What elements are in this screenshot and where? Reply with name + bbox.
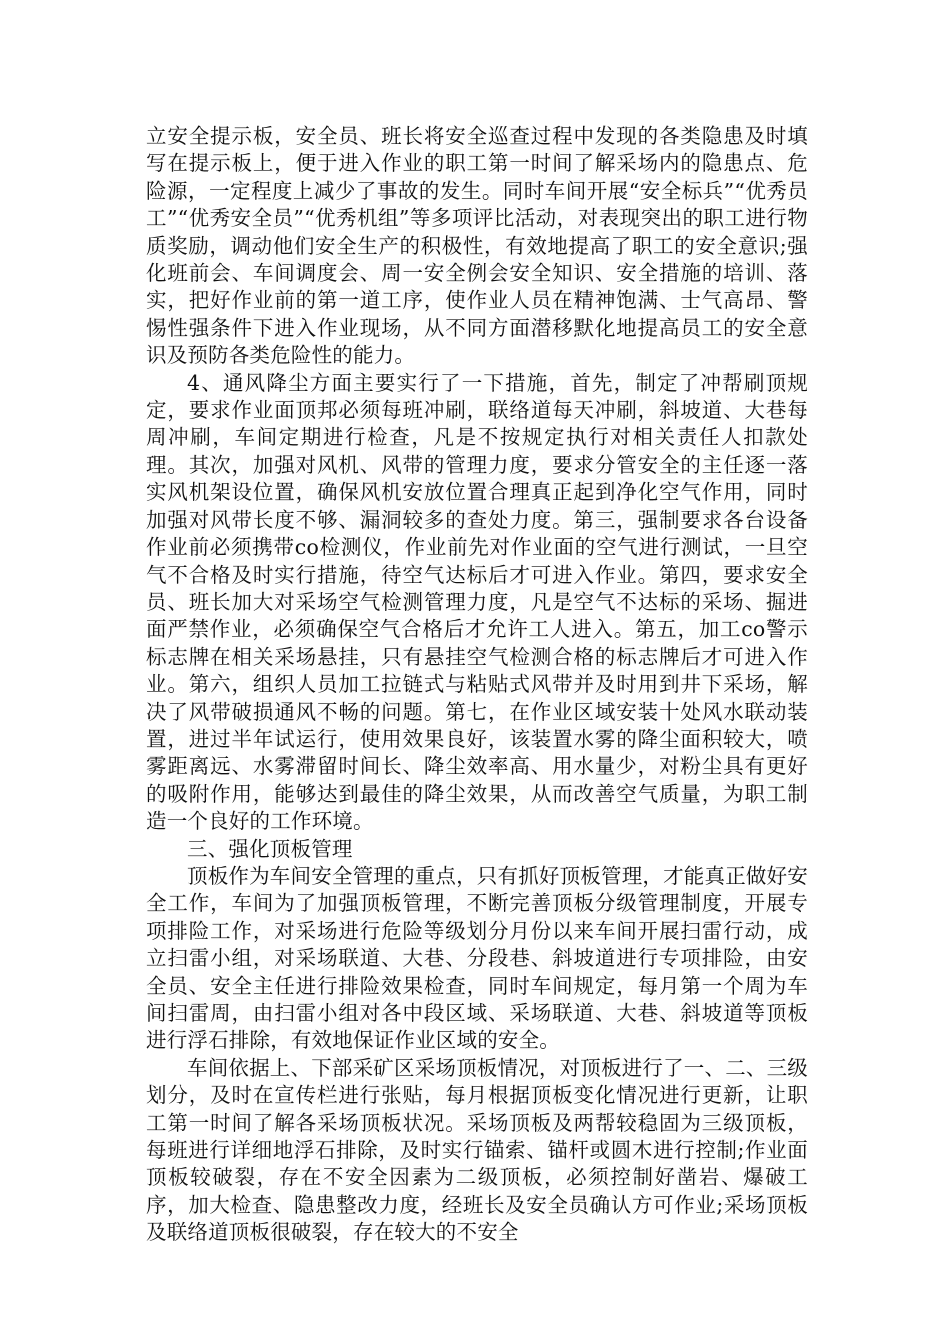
paragraph-roof-management: 顶板作为车间安全管理的重点，只有抓好顶板管理，才能真正做好安全工作，车间为了加强顶板管理，不断完善顶板分级管理制度，开展专项排险工作，对采场进行危险等级划分月份以来车间开展扫雷行动，成立扫雷小组，对采场联道、大巷、分段巷、斜坡道进行专项排险，由安全员、安全主任进行排险效果检查，同时车间规定，每月第一个周为车间扫雷周，由扫雷小组对各中段区域、采场联道、大巷、斜坡道等顶板进行浮石排除，有效地保证作业区域的安全。 — [146, 863, 808, 1053]
paragraph-safety-board: 立安全提示板，安全员、班长将安全巡查过程中发现的各类隐患及时填写在提示板上，便于进入作业的职工第一时间了解采场内的隐患点、危险源，一定程度上减少了事故的发生。同时车间开展“安全标兵”“优秀员工”“优秀安全员”“优秀机组”等多项评比活动，对表现突出的职工进行物质奖励，调动他们安全生产的积极性，有效地提高了职工的安全意识;强化班前会、车间调度会、周一安全例会安全知识、安全措施的培训、落实，把好作业前的第一道工序，使作业人员在精神饱满、士气高昂、警惕性强条件下进入作业现场，从不同方面潜移默化地提高员工的安全意识及预防各类危险性的能力。 — [146, 124, 808, 368]
document-page — [146, 123, 808, 1247]
section-heading-roof-management: 三、强化顶板管理 — [187, 836, 353, 861]
paragraph-roof-classification: 车间依据上、下部采矿区采场顶板情况，对顶板进行了一、二、三级划分，及时在宣传栏进行张贴，每月根据顶板变化情况进行更新，让职工第一时间了解各采场顶板状况。采场顶板及两帮较稳固为三级顶板，每班进行详细地浮石排除，及时实行锚索、锚杆或圆木进行控制;作业面顶板较破裂，存在不安全因素为二级顶板，必须控制好凿岩、爆破工序，加大检查、隐患整改力度，经班长及安全员确认方可作业;采场顶板及联络道顶板很破裂，存在较大的不安全 — [146, 1055, 808, 1245]
paragraph-ventilation-dust: 4、通风降尘方面主要实行了一下措施，首先，制定了冲帮刷顶规定，要求作业面顶邦必须每班冲刷，联络道每天冲刷，斜坡道、大巷每周冲刷，车间定期进行检查，凡是不按规定执行对相关责任人扣款处理。其次，加强对风机、风带的管理力度，要求分管安全的主任逐一落实风机架设位置，确保风机安放位置合理真正起到净化空气作用，同时加强对风带长度不够、漏洞较多的查处力度。第三，强制要求各台设备作业前必须携带co检测仪，作业前先对作业面的空气进行测试，一旦空气不合格及时实行措施，待空气达标后才可进入作业。第四，要求安全员、班长加大对采场空气检测管理力度，凡是空气不达标的采场、掘进面严禁作业，必须确保空气合格后才允许工人进入。第五，加工co警示标志牌在相关采场悬挂，只有悬挂空气检测合格的标志牌后才可进入作业。第六，组织人员加工拉链式与粘贴式风带并及时用到井下采场，解决了风带破损通风不畅的问题。第七，在作业区域安装十处风水联动装置，进过半年试运行，使用效果良好，该装置水雾的降尘面积较大，喷雾距离远、水雾滞留时间长、降尘效率高、用水量少，对粉尘具有更好的吸附作用，能够达到最佳的降尘效果，从而改善空气质量，为职工制造一个良好的工作环境。 — [146, 370, 808, 834]
